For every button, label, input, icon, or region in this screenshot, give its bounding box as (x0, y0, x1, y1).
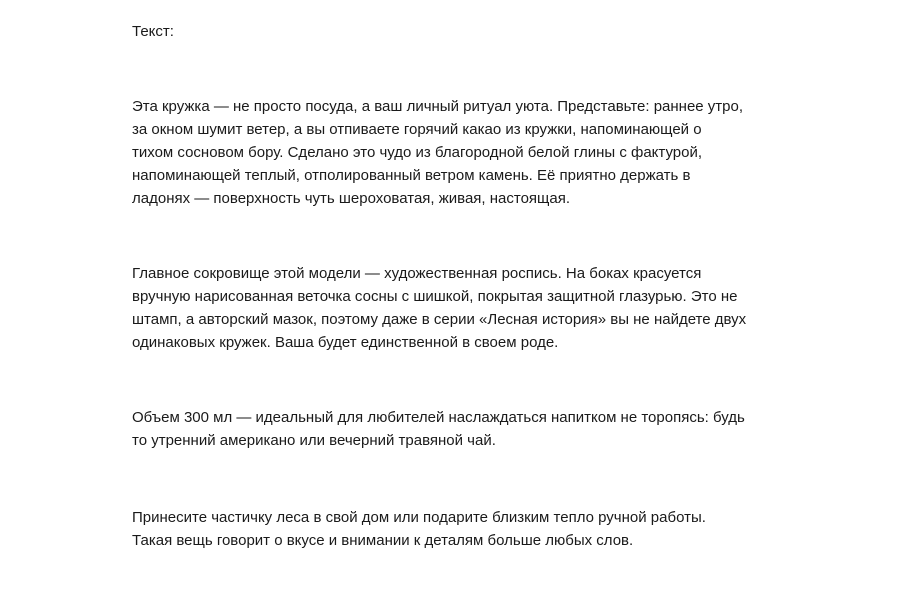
paragraph-line: ладонях — поверхность чуть шероховатая, живая, настоящая. (132, 190, 571, 207)
paragraph-closing (132, 506, 792, 552)
paragraph-line: Главное сокровище этой модели — художественная роспись. На боках красуется (132, 265, 702, 282)
paragraph-line: одинаковых кружек. Ваша будет единственной в своем роде. (132, 334, 559, 351)
paragraph-intro (132, 95, 792, 210)
paragraph-line: вручную нарисованная веточка сосны с шишкой, покрытая защитной глазурью. Это не (132, 288, 738, 305)
paragraph-line: штамп, а авторский мазок, поэтому даже в серии «Лесная история» вы не найдете двух (132, 311, 747, 328)
paragraph-line: Объем 300 мл — идеальный для любителей наслаждаться напитком не торопясь: будь (132, 409, 745, 426)
paragraph-line: тихом сосновом бору. Сделано это чудо из благородной белой глины с фактурой, (132, 144, 702, 161)
paragraph-line: Такая вещь говорит о вкусе и внимании к деталям больше любых слов. (132, 532, 634, 549)
document-heading: Текст: (132, 23, 174, 40)
paragraph-line: за окном шумит ветер, а вы отпиваете горячий какао из кружки, напоминающей о (132, 121, 702, 138)
paragraph-line: Принесите частичку леса в свой дом или подарите близким тепло ручной работы. (132, 509, 706, 526)
paragraph-volume (132, 406, 792, 452)
paragraph-line: то утренний американо или вечерний травяной чай. (132, 432, 496, 449)
paragraph-line: Эта кружка — не просто посуда, а ваш личный ритуал уюта. Представьте: раннее утро, (132, 98, 744, 115)
paragraph-line: напоминающей теплый, отполированный ветром камень. Её приятно держать в (132, 167, 691, 184)
paragraph-painting (132, 262, 792, 354)
